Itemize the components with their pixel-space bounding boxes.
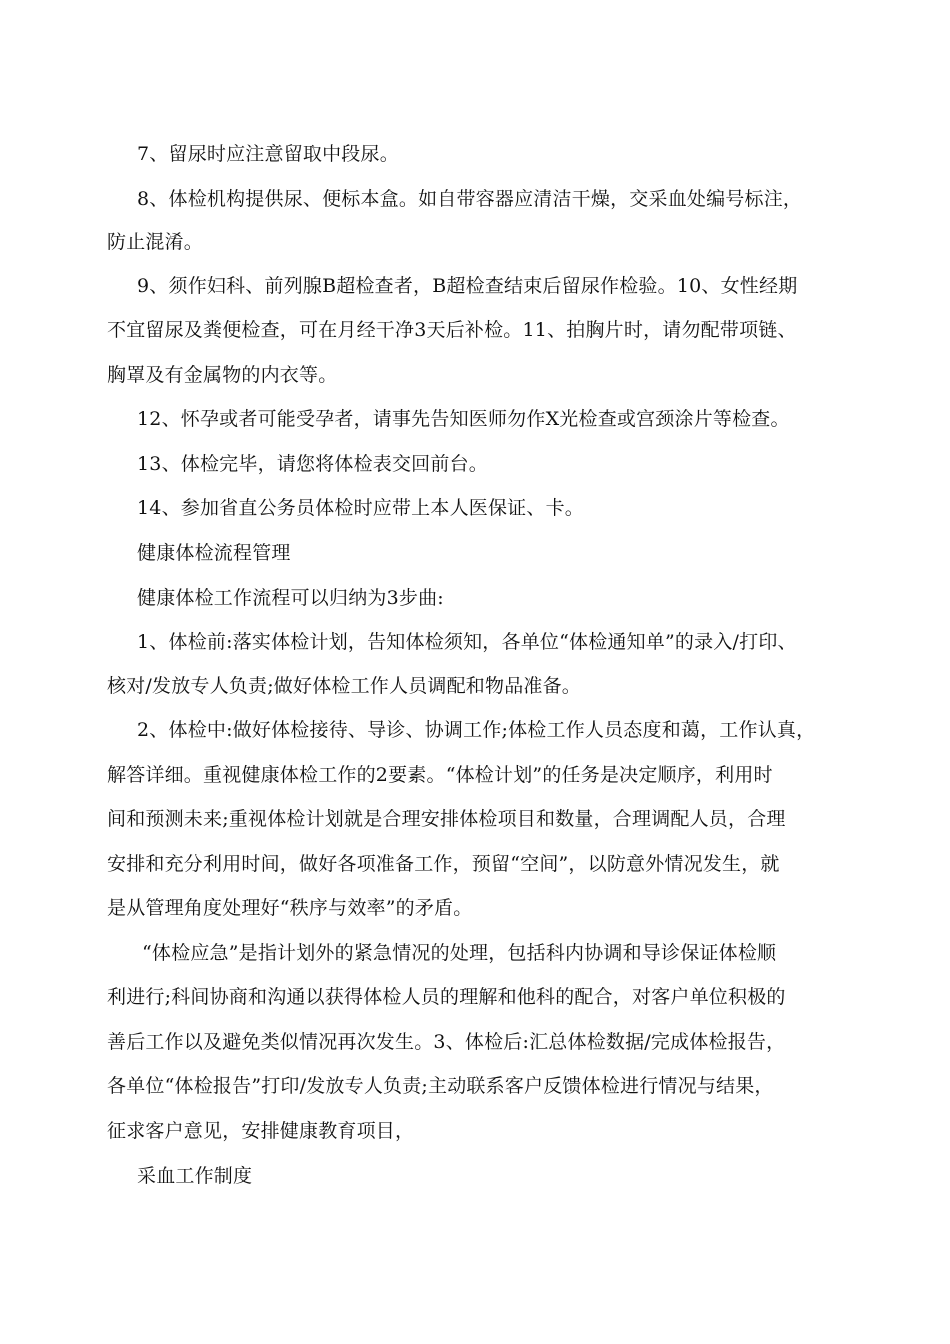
paragraph-line: 2、体检中:做好体检接待、导诊、协调工作;体检工作人员态度和蔼，工作认真，	[137, 719, 816, 741]
paragraph-line: 各单位“体检报告”打印/发放专人负责;主动联系客户反馈体检进行情况与结果，	[107, 1075, 774, 1097]
paragraph-line: 7、留尿时应注意留取中段尿。	[137, 143, 399, 165]
paragraph-line: 安排和充分利用时间，做好各项准备工作，预留“空间”，以防意外情况发生，就	[107, 853, 780, 875]
paragraph-line: 核对/发放专人负责;做好体检工作人员调配和物品准备。	[107, 675, 582, 697]
paragraph-line: 是从管理角度处理好“秩序与效率”的矛盾。	[107, 897, 473, 919]
paragraph-line: 不宜留尿及粪便检查，可在月经干净3天后补检。11、拍胸片时，请勿配带项链、	[107, 319, 797, 341]
paragraph-line: 防止混淆。	[107, 231, 204, 253]
paragraph-line: 解答详细。重视健康体检工作的2要素。“体检计划”的任务是决定顺序，利用时	[107, 764, 773, 786]
paragraph-line: 健康体检工作流程可以归纳为3步曲:	[137, 587, 444, 609]
section-heading: 健康体检流程管理	[137, 542, 291, 564]
paragraph-line: 14、参加省直公务员体检时应带上本人医保证、卡。	[137, 497, 584, 519]
paragraph-line: 征求客户意见，安排健康教育项目，	[107, 1120, 415, 1142]
paragraph-line: 善后工作以及避免类似情况再次发生。3、体检后:汇总体检数据/完成体检报告，	[107, 1031, 786, 1053]
paragraph-line: “体检应急”是指计划外的紧急情况的处理，包括科内协调和导诊保证体检顺	[142, 942, 777, 964]
paragraph-line: 8、体检机构提供尿、便标本盒。如自带容器应清洁干燥，交采血处编号标注，	[137, 188, 803, 210]
paragraph-line: 利进行;科间协商和沟通以获得体检人员的理解和他科的配合，对客户单位积极的	[107, 986, 786, 1008]
paragraph-line: 1、体检前:落实体检计划，告知体检须知，各单位“体检通知单”的录入/打印、	[137, 631, 797, 653]
paragraph-line: 9、须作妇科、前列腺B超检查者，B超检查结束后留尿作检验。10、女性经期	[137, 275, 798, 297]
paragraph-line: 胸罩及有金属物的内衣等。	[107, 364, 338, 386]
paragraph-line: 间和预测未来;重视体检计划就是合理安排体检项目和数量，合理调配人员，合理	[107, 808, 786, 830]
paragraph-line: 13、体检完毕，请您将体检表交回前台。	[137, 453, 488, 475]
section-heading: 采血工作制度	[137, 1165, 253, 1187]
paragraph-line: 12、怀孕或者可能受孕者，请事先告知医师勿作X光检查或宫颈涂片等检查。	[137, 408, 790, 430]
